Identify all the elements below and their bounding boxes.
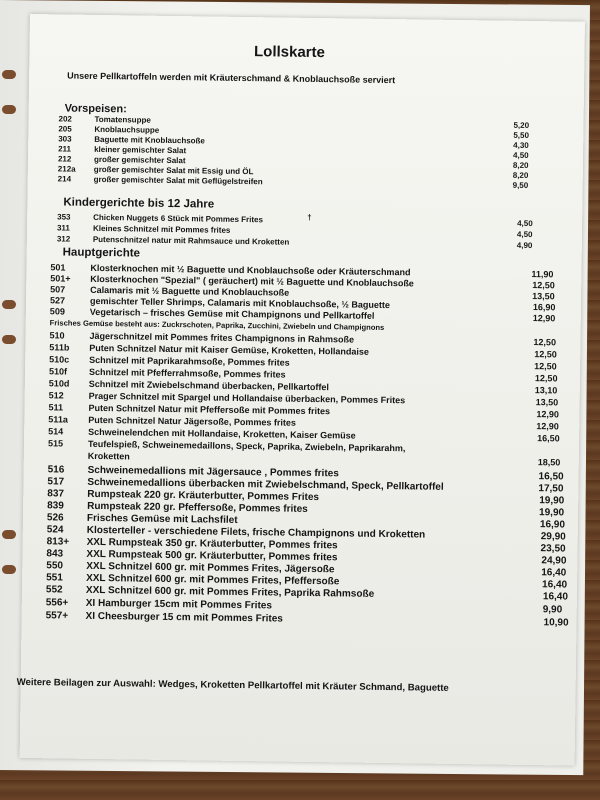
item-name: Baguette mit Knoblauchsoße <box>94 134 205 146</box>
item-code: 527 <box>49 295 66 306</box>
item-code: 353 <box>57 212 71 222</box>
item-name: Putenschnitzel natur mit Rahmsauce und Kroketten <box>92 234 290 247</box>
item-code: 511b <box>49 342 70 353</box>
item-name: großer gemischter Salat mit Essig und ÖL <box>93 164 254 177</box>
item-price: 16,90 <box>539 519 566 531</box>
item-price: 12,50 <box>534 349 557 360</box>
item-price: 16,40 <box>542 579 568 591</box>
item-price: 16,40 <box>542 591 569 603</box>
item-code: 512 <box>48 390 64 401</box>
item-code: 557+ <box>45 610 69 622</box>
punch-hole <box>2 70 16 79</box>
item-name: Kroketten <box>87 450 130 462</box>
item-name: XXL Rumpsteak 500 gr. Kräuterbutter, Pommes frites <box>86 548 338 564</box>
item-price: 16,40 <box>541 567 567 579</box>
item-name: großer gemischter Salat mit Geflügelstreifen <box>93 174 263 187</box>
item-code: 514 <box>48 426 64 437</box>
item-code: 551 <box>46 572 63 584</box>
item-code: 311 <box>56 223 70 233</box>
item-name: Puten Schnitzel Natur mit Pfeffersoße mit Pommes frites <box>88 402 331 417</box>
item-name: Klosterknochen "Spezial" ( geräuchert) mit ½ Baguette und Knoblauchsoße <box>90 273 414 289</box>
menu-sheet <box>16 14 585 766</box>
vegetable-note: Frisches Gemüse besteht aus: Zuckrschoten, Paprika, Zucchini, Zwiebeln und Champignons <box>49 318 385 332</box>
item-code: 212 <box>57 154 72 164</box>
item-price: 17,50 <box>538 483 564 495</box>
item-code: 214 <box>57 174 72 184</box>
item-code: 515 <box>47 438 64 449</box>
item-name: Vegetarisch – frisches Gemüse mit Champignons und Pellkartoffel <box>89 306 375 321</box>
item-code: 517 <box>47 476 65 488</box>
punch-hole <box>2 565 16 574</box>
item-price: 13,50 <box>535 397 559 408</box>
item-name: Chicken Nuggets 6 Stück mit Pommes Frites <box>93 212 264 225</box>
item-price: 29,90 <box>540 531 566 543</box>
punch-hole <box>2 300 16 309</box>
item-price: 8,20 <box>512 160 529 170</box>
item-price: 12,50 <box>534 373 558 384</box>
item-name: Prager Schnitzel mit Spargel und Hollandaise überbacken, Pommes Frites <box>88 390 406 406</box>
side-dishes-note: Weitere Beilagen zur Auswahl: Wedges, Kroketten Pellkartoffel mit Kräuter Schmand, Baguette <box>16 676 449 694</box>
item-price: 8,20 <box>512 170 529 180</box>
item-name: XI Cheesburger 15 cm mit Pommes Frites <box>85 610 283 625</box>
item-code: 526 <box>46 512 64 524</box>
item-name: großer gemischter Salat <box>93 154 186 166</box>
punch-hole <box>2 335 16 344</box>
section-heading: Hauptgerichte <box>62 246 141 260</box>
item-name: Schnitzel mit Zwiebelschmand überbacken, Pellkartoffel <box>88 378 329 393</box>
item-price: 16,50 <box>538 471 564 483</box>
item-code: 501+ <box>50 273 71 284</box>
item-name: Schweinemedallions mit Jägersauce , Pommes frites <box>87 464 339 480</box>
item-name: Knoblauchsuppe <box>94 124 160 135</box>
item-name: kleiner gemischter Salat <box>94 144 187 156</box>
item-price: 23,50 <box>540 543 566 555</box>
item-name: Rumpsteak 220 gr. Pfeffersoße, Pommes frites <box>87 500 308 515</box>
item-name: XXL Schnitzel 600 gr. mit Pommes Frites, Jägersoße <box>86 560 335 576</box>
item-price: 13,50 <box>532 291 555 302</box>
item-price: 16,50 <box>537 433 560 444</box>
item-code: 312 <box>56 234 71 244</box>
section-heading: Vorspeisen: <box>64 102 127 116</box>
item-price: 12,90 <box>532 313 556 324</box>
menu-title: Lollskarte <box>253 43 326 62</box>
item-price: 11,90 <box>531 269 554 280</box>
item-price: 9,90 <box>542 604 563 616</box>
item-name: Schweinemedallions überbacken mit Zwiebelschmand, Speck, Pellkartoffel <box>87 476 444 493</box>
item-name: Klosterknochen mit ½ Baguette und Knoblauchsoße oder Kräuterschmand <box>90 262 411 278</box>
item-code: 516 <box>47 464 65 476</box>
item-price: 4,50 <box>516 229 533 240</box>
item-name: Tomatensuppe <box>94 114 151 125</box>
item-price: 16,90 <box>532 302 556 313</box>
item-name: Klosterteller - verschiedene Filets, frische Champignons und Kroketten <box>86 524 426 541</box>
item-name: Schweinelendchen mit Hollandaise, Kroketten, Kaiser Gemüse <box>88 426 356 441</box>
item-code: 507 <box>50 284 66 295</box>
item-name: Rumpsteak 220 gr. Kräuterbutter, Pommes Frites <box>87 488 320 504</box>
item-name: Jägerschnitzel mit Pommes frites Champignons in Rahmsoße <box>89 330 355 345</box>
item-code: 510 <box>49 330 65 341</box>
item-code: 211 <box>58 144 72 154</box>
item-price: 12,90 <box>536 421 559 432</box>
item-price: 18,50 <box>537 457 561 468</box>
item-price: 4,50 <box>517 218 533 229</box>
section-heading: Kindergerichte bis 12 Jahre <box>63 196 215 211</box>
item-name: XXL Schnitzel 600 gr. mit Pommes Frites, Pfeffersoße <box>86 572 340 588</box>
item-price: 24,90 <box>541 555 567 567</box>
pen-mark: † <box>307 212 312 222</box>
item-code: 509 <box>49 306 65 317</box>
item-price: 5,20 <box>513 120 530 130</box>
item-code: 510f <box>48 366 68 377</box>
item-name: Frisches Gemüse mit Lachsfilet <box>86 512 238 526</box>
item-code: 556+ <box>45 597 69 609</box>
item-price: 19,90 <box>539 507 565 519</box>
item-name: XXL Schnitzel 600 gr. mit Pommes Frites, Paprika Rahmsoße <box>85 584 375 600</box>
item-price: 19,90 <box>539 495 565 507</box>
item-code: 205 <box>58 124 72 134</box>
item-code: 837 <box>47 488 65 500</box>
item-name: Puten Schnitzel Natur mit Kaiser Gemüse, Kroketten, Hollandaise <box>89 342 369 357</box>
item-code: 813+ <box>46 536 70 548</box>
item-code: 303 <box>58 134 72 144</box>
punch-hole <box>2 530 16 539</box>
item-code: 839 <box>47 500 64 512</box>
item-code: 552 <box>45 584 63 596</box>
item-code: 501 <box>50 262 66 273</box>
item-price: 12,50 <box>534 361 557 372</box>
item-code: 510d <box>48 378 70 389</box>
item-code: 212a <box>57 164 76 174</box>
item-code: 550 <box>46 560 64 572</box>
item-price: 13,10 <box>534 385 558 396</box>
punch-holes <box>2 70 22 690</box>
item-code: 511a <box>48 414 68 425</box>
item-name: Kleines Schnitzel mit Pommes frites <box>92 223 231 235</box>
item-name: gemischter Teller Shrimps, Calamaris mit Knoblauchsoße, ½ Baguette <box>89 295 390 311</box>
item-price: 12,50 <box>533 337 557 348</box>
item-code: 511 <box>48 402 64 413</box>
item-name: XXL Rumpsteak 350 gr. Kräuterbutter, Pommes frites <box>86 536 338 552</box>
item-code: 843 <box>46 548 64 560</box>
item-name: Calamaris mit ½ Baguette und Knoblauchsoße <box>90 284 290 298</box>
item-code: 510c <box>49 354 70 365</box>
item-price: 4,90 <box>516 240 533 251</box>
item-name: Schnitzel mit Pfefferrahmsoße, Pommes frites <box>88 366 286 380</box>
item-price: 12,90 <box>536 409 560 420</box>
item-price: 12,50 <box>532 280 555 291</box>
item-price: 5,50 <box>513 130 529 140</box>
item-price: 10,90 <box>543 617 569 629</box>
item-code: 202 <box>58 114 72 124</box>
item-price: 4,30 <box>513 140 529 150</box>
item-code: 524 <box>46 524 64 536</box>
item-name: Puten Schnitzel Natur Jägersoße, Pommes frites <box>88 414 296 428</box>
menu-subtitle: Unsere Pellkartoffeln werden mit Kräuterschmand & Knoblauchsoße serviert <box>67 70 396 86</box>
item-name: Schnitzel mit Paprikarahmsoße, Pommes frites <box>89 354 290 368</box>
item-name: Teufelspieß, Schweinemedaillons, Speck, Paprika, Zwiebeln, Paprikarahm, <box>87 438 406 454</box>
item-price: 4,50 <box>513 150 529 160</box>
punch-hole <box>2 105 16 114</box>
item-name: XI Hamburger 15cm mit Pommes Frites <box>85 597 273 612</box>
item-price: 9,50 <box>512 180 529 190</box>
